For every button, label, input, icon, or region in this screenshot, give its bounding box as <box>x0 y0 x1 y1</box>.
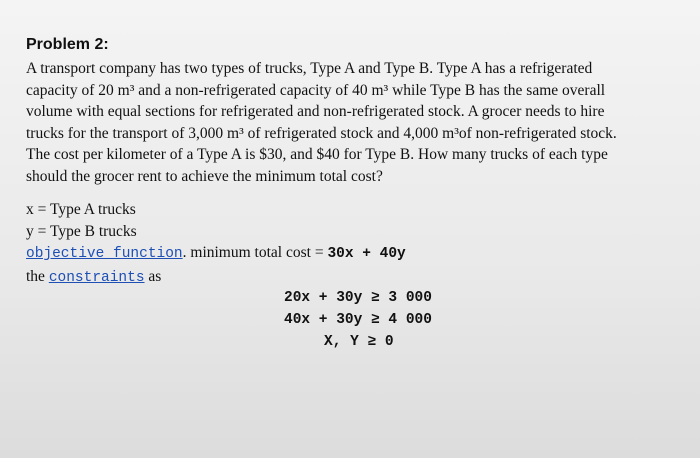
constraints-list <box>284 287 432 353</box>
statement-line: A transport company has two types of trucks, Type A and Type B. Type A has a refrigerated <box>26 60 593 77</box>
statement-line: capacity of 20 m³ and a non-refrigerated capacity of 40 m³ while Type B has the same overall <box>26 81 606 99</box>
problem-statement <box>26 58 686 188</box>
problem-title: Problem 2: <box>26 36 109 53</box>
constraints-prefix: the <box>26 267 49 285</box>
statement-line: should the grocer rent to achieve the minimum total cost? <box>26 167 383 185</box>
constraint-line: 20x + 30y ≥ 3 000 <box>284 290 432 306</box>
variable-x-definition: x = Type A trucks <box>26 201 136 218</box>
objective-function-link[interactable]: objective function <box>26 246 183 263</box>
constraints-suffix: as <box>144 267 162 285</box>
objective-function-line <box>26 242 406 266</box>
variables-block <box>26 199 406 289</box>
constraints-intro-line <box>26 266 406 290</box>
constraints-link[interactable]: constraints <box>48 269 145 286</box>
constraint-line: 40x + 30y ≥ 4 000 <box>284 312 432 328</box>
statement-line: The cost per kilometer of a Type A is $30, and $40 for Type B. How many trucks of each type <box>26 146 608 164</box>
statement-line: trucks for the transport of 3,000 m³ of refrigerated stock and 4,000 m³of non-refrigerated stock. <box>26 124 617 142</box>
variable-y-definition: y = Type B trucks <box>26 222 137 240</box>
objective-expression: 30x + 40y <box>327 246 406 263</box>
constraint-line: X, Y ≥ 0 <box>324 334 394 350</box>
statement-line: volume with equal sections for refrigerated and non-refrigerated stock. A grocer needs to hire <box>26 103 605 121</box>
objective-text: . minimum total cost = <box>182 244 328 262</box>
